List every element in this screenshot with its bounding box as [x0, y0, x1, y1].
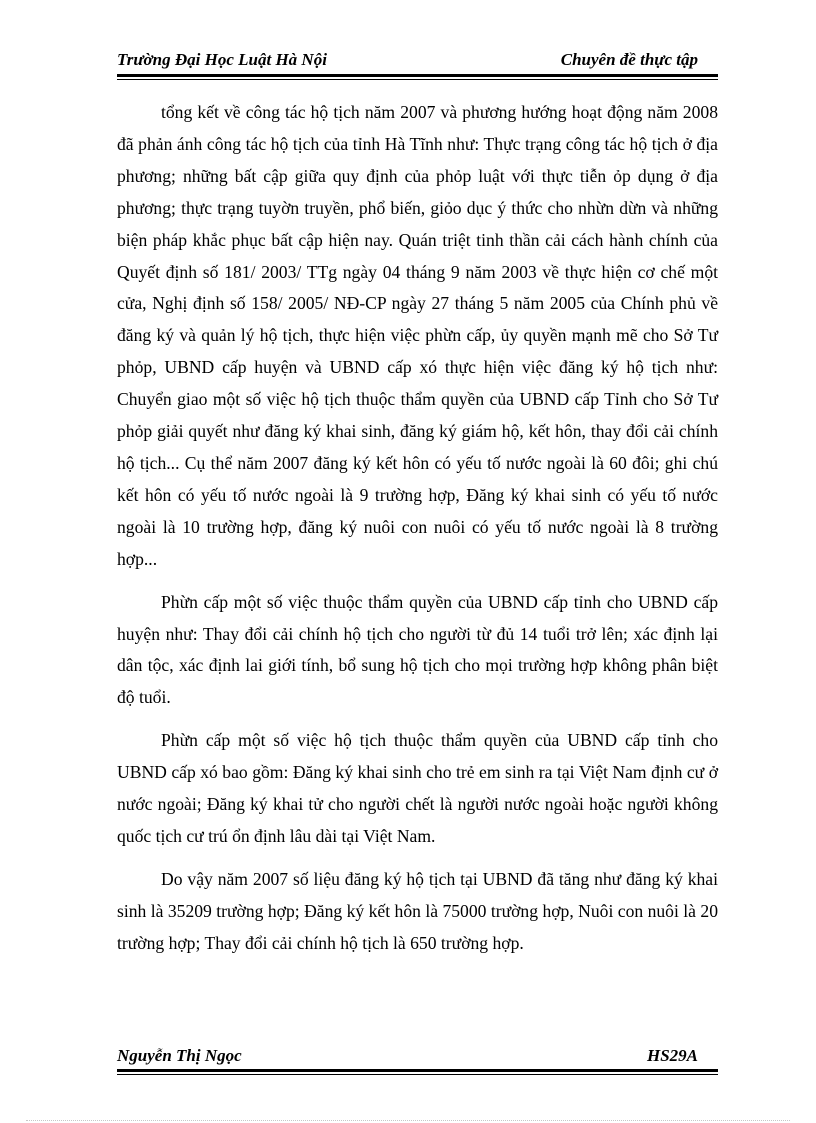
footer-class-code: HS29A [646, 1046, 698, 1065]
paragraph-2: Phừn cấp một số việc thuộc thẩm quyền của UBND cấp tỉnh cho UBND cấp huyện như: Thay đổi cải chính hộ tịch cho người từ đủ 14 tuổi trở lên; xác định lại dân tộc, xác định lai giới tính, bổ sung hộ tịch cho mọi trường hợp không phân biệt độ tuổi. [117, 591, 718, 708]
paragraph-3: Phừn cấp một số việc hộ tịch thuộc thẩm quyền của UBND cấp tỉnh cho UBND cấp xó bao gồm: Đăng ký khai sinh cho trẻ em sinh ra tại Việt Nam định cư ở nước ngoài; Đăng ký khai tử cho người chết là người nước ngoài hoặc người không quốc tịch cư trú ổn định lâu dài tại Việt Nam. [117, 730, 718, 846]
footer-rule-thin [117, 1074, 718, 1075]
header-school-name: Trường Đại Học Luật Hà Nội [117, 50, 327, 69]
footer-author: Nguyễn Thị Ngọc [117, 1046, 242, 1065]
header-report-title: Chuyên đề thực tập [560, 50, 698, 69]
paragraph-4: Do vậy năm 2007 số liệu đăng ký hộ tịch tại UBND đã tăng như đăng ký khai sinh là 35209 trường hợp; Đăng ký kết hôn là 75000 trường hợp, Nuôi con nuôi là 20 trường hợp; Thay đổi cải chính hộ tịch là 650 trường hợp. [117, 868, 718, 953]
page-footer [117, 1046, 718, 1070]
page-header [117, 48, 718, 74]
body-text [117, 97, 718, 971]
paragraph-1: tổng kết về công tác hộ tịch năm 2007 và phương hướng hoạt động năm 2008 đã phản ánh công tác hộ tịch của tỉnh Hà Tĩnh như: Thực trạng công tác hộ tịch ở địa phương; những bất cập giữa quy định của phỏp luật với thực tiễn ỏp dụng ở địa phương; thực trạng tuyờn truyền, phổ biến, giỏo dục ý thức cho nhừn dừn và những biện pháp khắc phục bất cập hiện nay. Quán triệt tinh thần cải cách hành chính của Quyết định số 181/ 2003/ TTg ngày 04 tháng 9 năm 2003 về thực hiện cơ chế một cửa, Nghị định số 158/ 2005/ NĐ-CP ngày 27 tháng 5 năm 2005 của Chính phủ về đăng ký và quản lý hộ tịch, thực hiện việc phừn cấp, ủy quyền mạnh mẽ cho Sở Tư phỏp, UBND cấp huyện và UBND cấp xó thực hiện việc đăng ký hộ tịch như: Chuyển giao một số việc hộ tịch thuộc thẩm quyền của UBND cấp Tỉnh cho Sở Tư phỏp giải quyết như đăng ký khai sinh, đăng ký giám hộ, kết hôn, thay đổi cải chính hộ tịch... Cụ thể năm 2007 đăng ký kết hôn có yếu tố nước ngoài là 60 đôi; ghi chú kết hôn có yếu tố nước ngoài là 9 trường hợp, Đăng ký khai sinh có yếu tố nước ngoài là 10 trường hợp, đăng ký nuôi con nuôi có yếu tố nước ngoài là 8 trường hợp... [117, 102, 718, 569]
header-rule-thin [117, 79, 718, 80]
page-bottom-edge [26, 1120, 790, 1121]
header-rule-thick [117, 74, 718, 77]
footer-rule-thick [117, 1069, 718, 1072]
